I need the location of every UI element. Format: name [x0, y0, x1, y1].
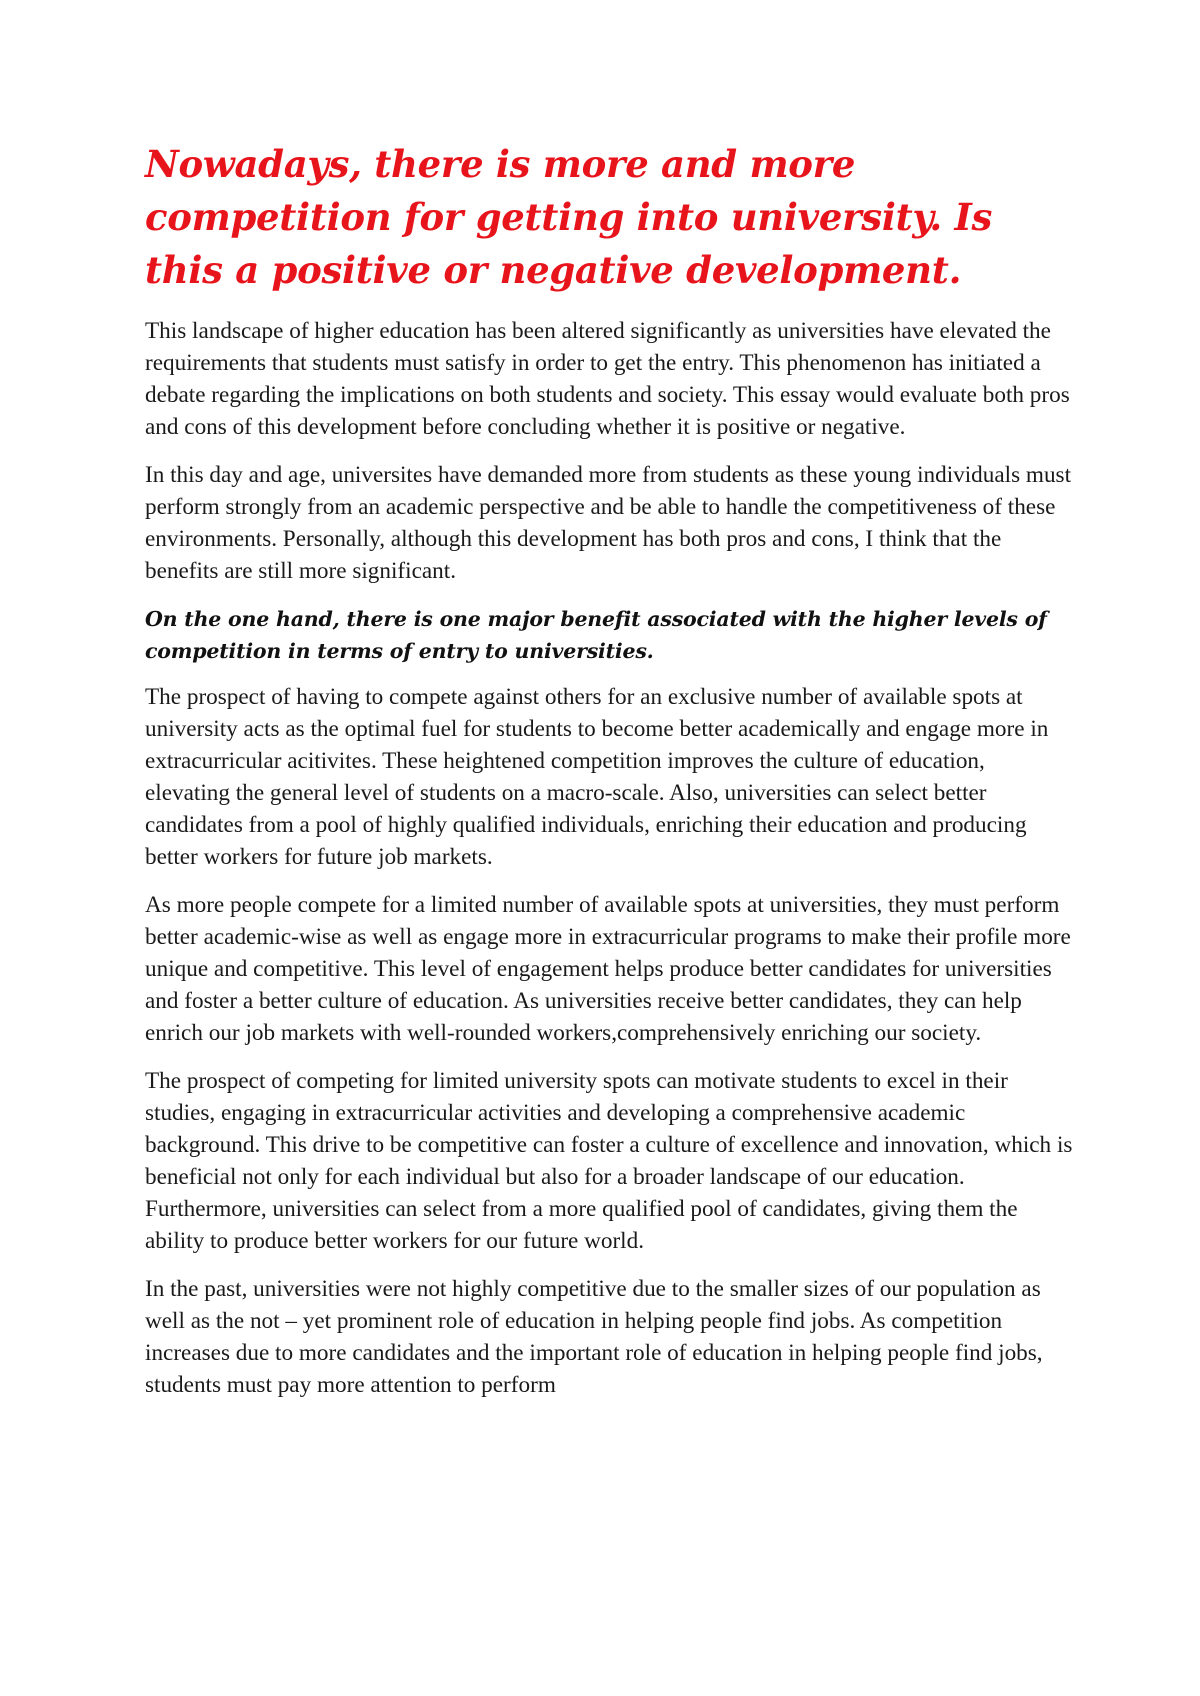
section-subheading: On the one hand, there is one major benefit associated with the higher levels of competition in terms of entry to universities.: [145, 607, 1047, 663]
thesis-paragraph: In this day and age, universites have demanded more from students as these young individuals must perform strongly from an academic perspective and be able to handle the competitiveness of these environments. Personally, although this development has both pros and cons, I think that the benefits are still more significant.: [145, 462, 1072, 584]
document-body: [145, 138, 1075, 1417]
body-paragraph-3: The prospect of competing for limited university spots can motivate students to excel in their studies, engaging in extracurricular activities and developing a comprehensive academic background. This drive to be competitive can foster a culture of excellence and innovation, which is beneficial not only for each individual but also for a broader landscape of our education. Furthermore, universities can select from a more qualified pool of candidates, giving them the ability to produce better workers for our future world.: [145, 1068, 1073, 1254]
essay-title: Nowadays, there is more and more competition for getting into university. Is this a positive or negative development.: [145, 142, 993, 292]
body-paragraph-2: As more people compete for a limited number of available spots at universities, they must perform better academic-wise as well as engage more in extracurricular programs to make their profile more unique and competitive. This level of engagement helps produce better candidates for universities and foster a better culture of education. As universities receive better candidates, they can help enrich our job markets with well-rounded workers,comprehensively enriching our society.: [145, 892, 1071, 1046]
body-paragraph-1: The prospect of having to compete against others for an exclusive number of available spots at university acts as the optimal fuel for students to become better academically and engage more in extracurricular acitivites. These heightened competition improves the culture of education, elevating the general level of students on a macro-scale. Also, universities can select better candidates from a pool of highly qualified individuals, enriching their education and producing better workers for future job markets.: [145, 684, 1049, 870]
intro-paragraph: This landscape of higher education has been altered significantly as universities have elevated the requirements that students must satisfy in order to get the entry. This phenomenon has initiated a debate regarding the implications on both students and society. This essay would evaluate both pros and cons of this development before concluding whether it is positive or negative.: [145, 318, 1070, 440]
body-paragraph-4: In the past, universities were not highly competitive due to the smaller sizes of our population as well as the not – yet prominent role of education in helping people find jobs. As competition increases due to more candidates and the important role of education in helping people find jobs, students must pay more attention to perform: [145, 1276, 1043, 1398]
